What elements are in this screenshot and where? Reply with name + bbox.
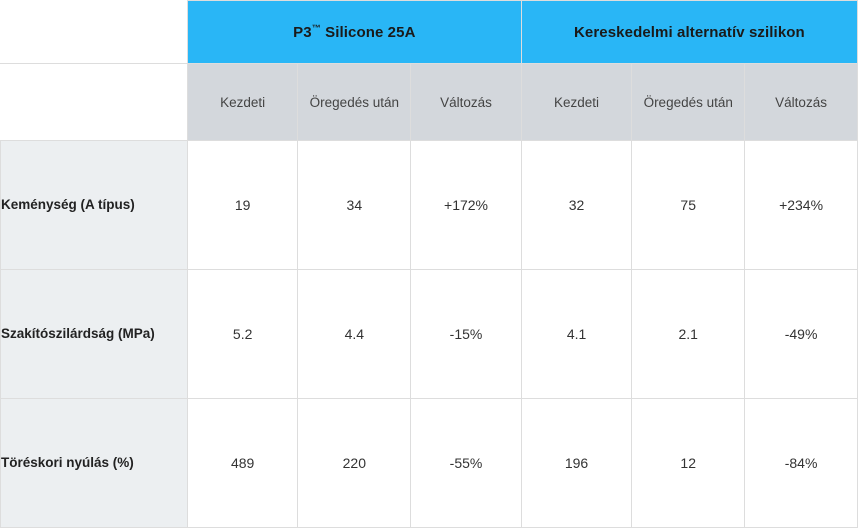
subheader-after-aging-p3: Öregedés után	[298, 64, 411, 141]
cell-elongation-initial-p3: 489	[187, 399, 298, 528]
trademark-icon: ™	[311, 23, 321, 33]
cell-hardness-aged-alt: 75	[632, 141, 745, 270]
cell-elongation-change-p3: -55%	[411, 399, 522, 528]
cell-hardness-change-p3: +172%	[411, 141, 522, 270]
cell-tensile-initial-alt: 4.1	[521, 270, 632, 399]
table-group-header-row	[1, 1, 858, 64]
group-header-p3-rest: Silicone 25A	[320, 24, 416, 41]
cell-tensile-aged-alt: 2.1	[632, 270, 745, 399]
cell-tensile-change-alt: -49%	[745, 270, 858, 399]
subheader-after-aging-alt: Öregedés után	[632, 64, 745, 141]
table-subheader-row	[1, 64, 858, 141]
cell-hardness-initial-p3: 19	[187, 141, 298, 270]
group-header-alternative-label: Kereskedelmi alternatív szilikon	[573, 23, 805, 41]
table-row	[1, 270, 858, 399]
table-row	[1, 399, 858, 528]
cell-hardness-initial-alt: 32	[521, 141, 632, 270]
subheader-initial-alt: Kezdeti	[521, 64, 632, 141]
table-row	[1, 141, 858, 270]
cell-elongation-aged-alt: 12	[632, 399, 745, 528]
table-corner-cell-lower	[1, 64, 188, 141]
table-corner-cell	[1, 1, 188, 64]
subheader-change-p3: Változás	[411, 64, 522, 141]
subheader-change-alt: Változás	[745, 64, 858, 141]
cell-tensile-change-p3: -15%	[411, 270, 522, 399]
group-header-alternative	[521, 1, 857, 64]
cell-hardness-aged-p3: 34	[298, 141, 411, 270]
subheader-initial-p3: Kezdeti	[187, 64, 298, 141]
cell-elongation-change-alt: -84%	[745, 399, 858, 528]
cell-tensile-initial-p3: 5.2	[187, 270, 298, 399]
group-header-p3-label: P3	[293, 24, 312, 41]
cell-tensile-aged-p3: 4.4	[298, 270, 411, 399]
row-label-elongation: Töréskori nyúlás (%)	[1, 399, 188, 528]
row-label-tensile-strength: Szakítószilárdság (MPa)	[1, 270, 188, 399]
cell-elongation-aged-p3: 220	[298, 399, 411, 528]
cell-hardness-change-alt: +234%	[745, 141, 858, 270]
cell-elongation-initial-alt: 196	[521, 399, 632, 528]
row-label-hardness: Keménység (A típus)	[1, 141, 188, 270]
group-header-p3-silicone	[187, 1, 521, 64]
